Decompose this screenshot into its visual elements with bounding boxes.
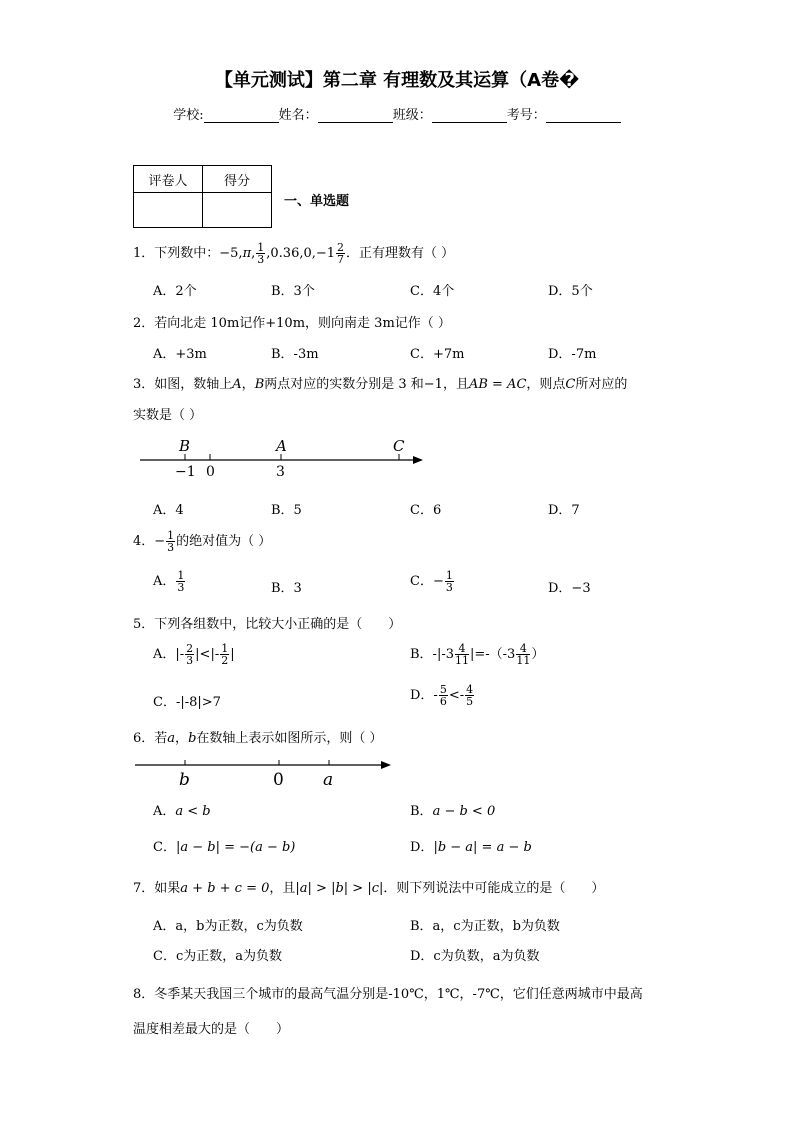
q4-option-d[interactable]: D．−3 (548, 581, 591, 596)
question-1 (133, 242, 454, 265)
q6-option-b[interactable]: B．a − b < 0 (410, 804, 496, 819)
q3-tick-3: 3 (276, 464, 285, 480)
q1-fraction-2: $\frac{2}{7}$ (337, 241, 345, 266)
class-blank[interactable] (432, 108, 507, 123)
q7-option-b[interactable]: B．a，c为正数，b为负数 (410, 919, 560, 934)
q3-tick-0: 0 (206, 464, 215, 480)
q3-option-a[interactable]: A．4 (153, 503, 184, 518)
q4-option-c[interactable]: C．− $\frac{1}{3}$ (410, 569, 453, 594)
grader-header: 评卷人 (134, 166, 203, 193)
q5-option-b[interactable]: B．-|-3 $\frac{4}{11}$ |=-（-3 $\frac{4}{11}$ ） (410, 642, 545, 667)
question-3: 3．如图，数轴上A，B两点对应的实数分别是 3 和−1，且AB = AC，则点C所对应的 (133, 377, 628, 392)
q2-option-d[interactable]: D．-7m (548, 347, 597, 362)
q3-point-b: B (179, 437, 191, 455)
q6-point-0: 0 (273, 770, 284, 790)
number-label: 考号： (506, 108, 546, 123)
student-info-line (0, 104, 794, 123)
page-title: 【单元测试】第二章 有理数及其运算（A卷� (214, 70, 580, 91)
question-2: 2．若向北走 10m记作+10m，则向南走 3m记作（ ） (133, 316, 451, 331)
school-label: 学校: (173, 108, 204, 123)
number-blank[interactable] (546, 108, 621, 123)
name-blank[interactable] (318, 108, 393, 123)
question-4: 4．− $\frac{1}{3}$ 的绝对值为（ ） (133, 529, 272, 554)
q6-option-d[interactable]: D．|b − a| = a − b (410, 840, 532, 855)
q6-point-b: b (179, 770, 190, 790)
school-blank[interactable] (204, 108, 279, 123)
q1-text-mid: ,0.36,0,−1 (266, 246, 336, 261)
q3-point-a: A (276, 437, 287, 455)
question-8: 8．冬季某天我国三个城市的最高气温分别是-10℃，1℃，-7℃，它们任意两城市中最高 (133, 987, 643, 1002)
name-label: 姓名： (278, 108, 318, 123)
q1-fraction-1: $\frac{1}{3}$ (257, 241, 265, 266)
q3-option-c[interactable]: C．6 (410, 503, 442, 518)
q2-option-c[interactable]: C．+7m (410, 347, 465, 362)
q3-tick-neg1: −1 (175, 464, 196, 480)
q1-comma: , (251, 246, 256, 261)
q1-text-suffix: ．正有理数有（ ） (346, 246, 455, 261)
class-label: 班级： (392, 108, 432, 123)
q1-option-d[interactable]: D．5个 (548, 284, 593, 299)
q1-text-prefix: 1．下列数中：−5, (133, 246, 243, 261)
score-cell[interactable] (203, 193, 272, 228)
grader-cell[interactable] (134, 193, 203, 228)
q2-option-a[interactable]: A．+3m (153, 347, 207, 362)
q3-point-c: C (393, 437, 405, 455)
q6-point-a: a (323, 770, 334, 790)
question-3-line2: 实数是（ ） (133, 408, 203, 423)
q3-option-b[interactable]: B．5 (271, 503, 302, 518)
question-5: 5．下列各组数中，比较大小正确的是（ ） (133, 617, 402, 632)
score-table (133, 165, 272, 228)
question-8-line2: 温度相差最大的是（ ） (133, 1022, 290, 1037)
q5-option-d[interactable]: D．- $\frac{5}{6}$ <- $\frac{4}{5}$ (410, 683, 474, 708)
q1-option-c[interactable]: C．4个 (410, 284, 455, 299)
q1-option-a[interactable]: A．2个 (153, 284, 197, 299)
q1-option-b[interactable]: B．3个 (271, 284, 315, 299)
q2-option-b[interactable]: B．-3m (271, 347, 319, 362)
q6-option-c[interactable]: C．|a − b| = −(a − b) (153, 840, 296, 855)
q4-option-a[interactable]: A． $\frac{1}{3}$ (153, 569, 185, 594)
q6-option-a[interactable]: A．a < b (153, 804, 211, 819)
q7-option-d[interactable]: D．c为负数，a为负数 (410, 949, 540, 964)
q3-option-d[interactable]: D．7 (548, 503, 580, 518)
q3-number-line (135, 432, 435, 482)
q1-pi: π (242, 246, 252, 261)
score-header: 得分 (203, 166, 272, 193)
q5-option-c[interactable]: C．-|-8|>7 (153, 695, 221, 710)
question-6: 6．若a，b在数轴上表示如图所示，则（ ） (133, 731, 383, 746)
q7-option-c[interactable]: C．c为正数，a为负数 (153, 949, 282, 964)
section-title: 一、单选题 (284, 194, 350, 209)
q5-option-a[interactable]: A．|- $\frac{2}{3}$ |<|- $\frac{1}{2}$ | (153, 642, 235, 667)
q7-option-a[interactable]: A．a，b为正数，c为负数 (153, 919, 303, 934)
q4-option-b[interactable]: B．3 (271, 581, 302, 596)
q6-number-line (133, 752, 398, 792)
question-7: 7．如果a + b + c = 0，且|a| > |b| > |c|．则下列说法中可能成立的是（ ） (133, 881, 605, 896)
